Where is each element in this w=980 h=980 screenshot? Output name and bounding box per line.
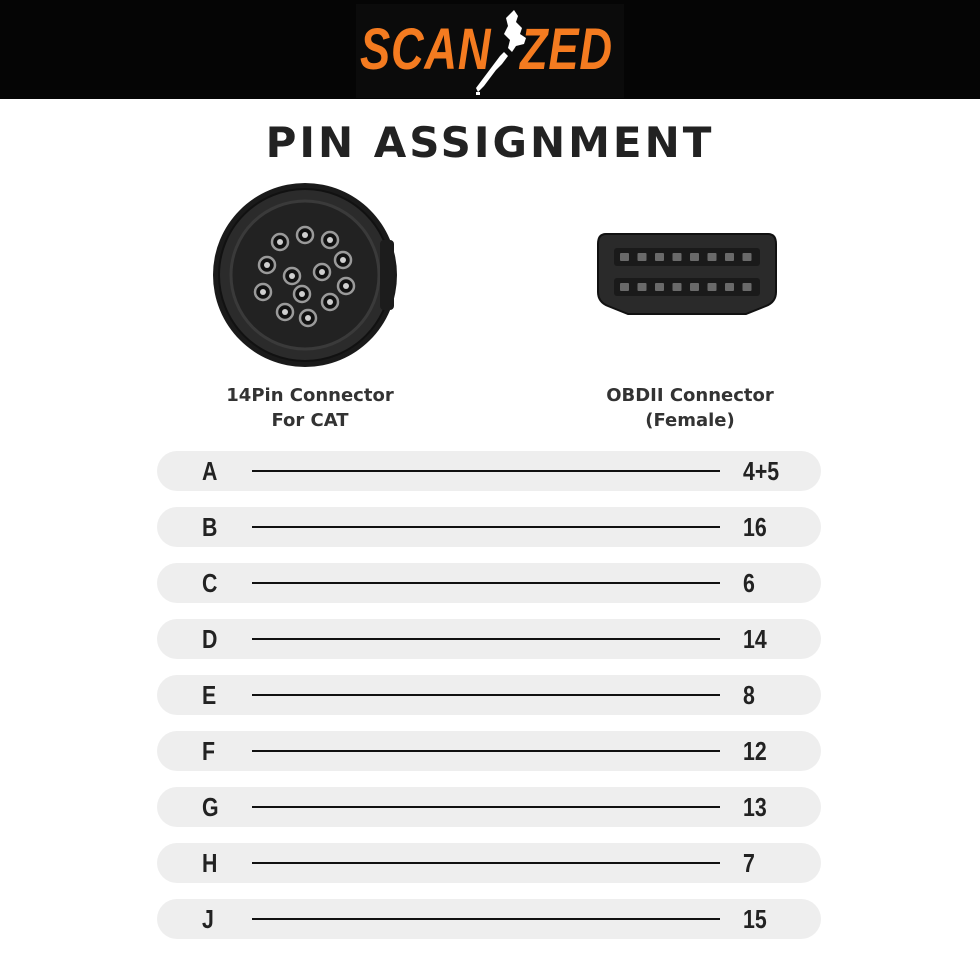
pin-contact [305, 315, 311, 321]
obd-pin-slot [743, 283, 752, 291]
connection-line [252, 638, 720, 640]
pin-row [157, 731, 821, 771]
page-title: PIN ASSIGNMENT [265, 118, 715, 167]
connection-line [252, 582, 720, 584]
connection-line [252, 694, 720, 696]
connection-line [252, 750, 720, 752]
connection-line [252, 806, 720, 808]
pin-contact [302, 232, 308, 238]
obd-pin-label: 7 [743, 848, 755, 878]
logo-word-zed: ZED [520, 17, 613, 82]
scanzed-logo [356, 4, 624, 98]
left-connector-line1: 14Pin Connector [226, 385, 394, 406]
obd-pin-label: 8 [743, 680, 755, 710]
right-connector-caption [590, 383, 790, 433]
header-bar [0, 0, 980, 99]
pin-contact [282, 309, 288, 315]
obd-pin-slot [708, 283, 717, 291]
cat-pin-label: F [202, 736, 216, 766]
obd-pin-label: 14 [743, 624, 767, 654]
pin-mapping-list [157, 451, 821, 955]
pin-contact [260, 289, 266, 295]
obd-pin-slot [655, 253, 664, 261]
obd-pin-slot [620, 253, 629, 261]
obd-pin-slot [690, 283, 699, 291]
pin-row [157, 619, 821, 659]
pin-row [157, 507, 821, 547]
cat-pin-label: D [202, 624, 218, 654]
pin-row [157, 787, 821, 827]
cat-pin-label: J [202, 904, 214, 934]
obd-pin-slot [638, 283, 647, 291]
obd-pin-label: 12 [743, 736, 767, 766]
obd-pin-slot [638, 253, 647, 261]
connection-line [252, 526, 720, 528]
obd-pin-label: 4+5 [743, 456, 780, 486]
cat-pin-label: H [202, 848, 218, 878]
pin-contact [319, 269, 325, 275]
obd-pin-slot [725, 253, 734, 261]
pin-row [157, 451, 821, 491]
obd-pin-label: 15 [743, 904, 767, 934]
pin-row [157, 563, 821, 603]
cat-pin-label: C [202, 568, 218, 598]
pin-contact [327, 299, 333, 305]
obd-pin-label: 16 [743, 512, 767, 542]
right-connector-line2: (Female) [645, 410, 735, 431]
connection-line [252, 862, 720, 864]
connection-line [252, 470, 720, 472]
left-connector-line2: For CAT [271, 410, 349, 431]
pin-contact [277, 239, 283, 245]
obd2-female-connector-icon [596, 232, 778, 316]
obd-pin-slot [673, 283, 682, 291]
pin-row [157, 675, 821, 715]
obd-pin-slot [620, 283, 629, 291]
left-connector-caption [210, 383, 410, 433]
obd-pin-label: 13 [743, 792, 767, 822]
cat-pin-label: B [202, 512, 218, 542]
pin-contact [340, 257, 346, 263]
pin-contact [327, 237, 333, 243]
cat-pin-label: A [202, 456, 218, 486]
pin-contact [289, 273, 295, 279]
obd-pin-slot [690, 253, 699, 261]
obd-pin-slot [708, 253, 717, 261]
logo-word-scan: SCAN [360, 17, 492, 82]
pin-contact [343, 283, 349, 289]
obd-pin-slot [725, 283, 734, 291]
pin-row [157, 899, 821, 939]
obd-pin-slot [655, 283, 664, 291]
connection-line [252, 918, 720, 920]
obd-pin-label: 6 [743, 568, 755, 598]
right-connector-line1: OBDII Connector [606, 385, 774, 406]
round-14pin-connector-icon [210, 180, 400, 370]
pin-row [157, 843, 821, 883]
obd-pin-slot [673, 253, 682, 261]
cat-pin-label: E [202, 680, 217, 710]
pin-contact [264, 262, 270, 268]
obd-pin-slot [743, 253, 752, 261]
cat-pin-label: G [202, 792, 219, 822]
pin-contact [299, 291, 305, 297]
